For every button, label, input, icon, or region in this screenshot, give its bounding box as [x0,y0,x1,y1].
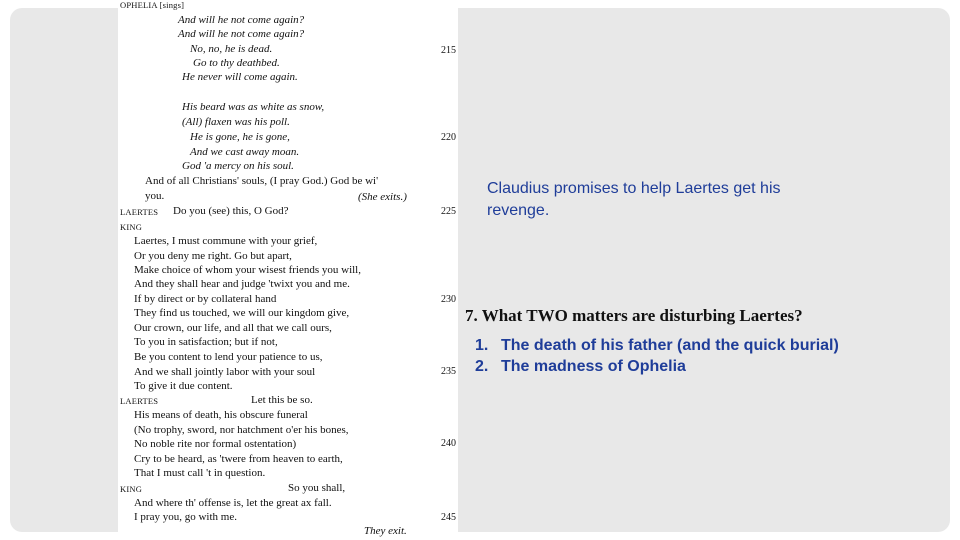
text-line: (No trophy, sword, nor hatchment o'er his bones, [134,424,349,436]
list-item-number: 2. [475,358,489,375]
text-line: And they shall hear and judge 'twixt you and me. [134,278,350,290]
text-line: Laertes, I must commune with your grief, [134,235,318,247]
text-line: If by direct or by collateral hand [134,293,277,305]
text-line: Our crown, our life, and all that we call ours, [134,322,332,334]
text-line: They find us touched, we will our kingdom give, [134,307,350,319]
text-line: God 'a mercy on his soul. [182,160,294,172]
line-number: 220 [441,132,456,143]
text-line: To give it due content. [134,380,233,392]
text-line: His means of death, his obscure funeral [134,409,308,421]
text-line: Go to thy deathbed. [193,57,280,69]
text-line: No, no, he is dead. [190,43,273,55]
text-line: To you in satisfaction; but if not, [134,336,278,348]
text-line: And where th' offense is, let the great ax fall. [134,497,332,509]
text-line: And we shall jointly labor with your soul [134,366,316,378]
text-line: So you shall, [288,482,346,494]
speaker-king: KING [120,222,143,232]
stage-direction: (She exits.) [358,191,407,203]
text-line: And will he not come again? [178,14,305,26]
text-line: No noble rite nor formal ostentation) [134,438,297,450]
list-item [475,335,839,356]
text-line: Let this be so. [251,394,313,406]
text-line: Cry to be heard, as 'twere from heaven to earth, [134,453,343,465]
list-item-number: 1. [475,337,489,354]
text-line: you. [145,190,165,202]
notes-panel [465,0,930,540]
text-line: Be you content to lend your patience to us, [134,351,323,363]
text-line: And we cast away moan. [190,146,300,158]
line-number: 230 [441,294,456,305]
line-number: 245 [441,512,456,523]
summary-text: Claudius promises to help Laertes get his revenge. [487,180,781,219]
question-heading: 7. What TWO matters are disturbing Laertes? [465,306,803,325]
text-line: He never will come again. [182,71,298,83]
text-line: Do you (see) this, O God? [173,205,289,217]
line-number: 240 [441,438,456,449]
line-number: 235 [441,366,456,377]
list-item-text: The madness of Ophelia [501,358,686,375]
text-line: And of all Christians' souls, (I pray God.) God be wi' [145,175,379,187]
line-number: 225 [441,206,456,217]
list-item-text: The death of his father (and the quick burial) [501,337,839,354]
list-item [475,356,839,377]
text-line: Or you deny me right. Go but apart, [134,250,292,262]
text-line: That I must call 't in question. [134,467,266,479]
text-line: (All) flaxen was his poll. [182,116,290,128]
answer-list [475,335,839,377]
play-text-page [118,0,458,540]
speaker-ophelia: OPHELIA [sings] [120,0,185,10]
text-line: And will he not come again? [178,28,305,40]
text-line: Make choice of whom your wisest friends you will, [134,264,361,276]
text-line: His beard was as white as snow, [182,101,325,113]
speaker-laertes: LAERTES [120,396,159,406]
text-line: I pray you, go with me. [134,511,237,523]
speaker-laertes: LAERTES [120,207,159,217]
stage-direction: They exit. [364,525,407,537]
text-line: He is gone, he is gone, [190,131,290,143]
speaker-king: KING [120,484,143,494]
line-number: 215 [441,45,456,56]
